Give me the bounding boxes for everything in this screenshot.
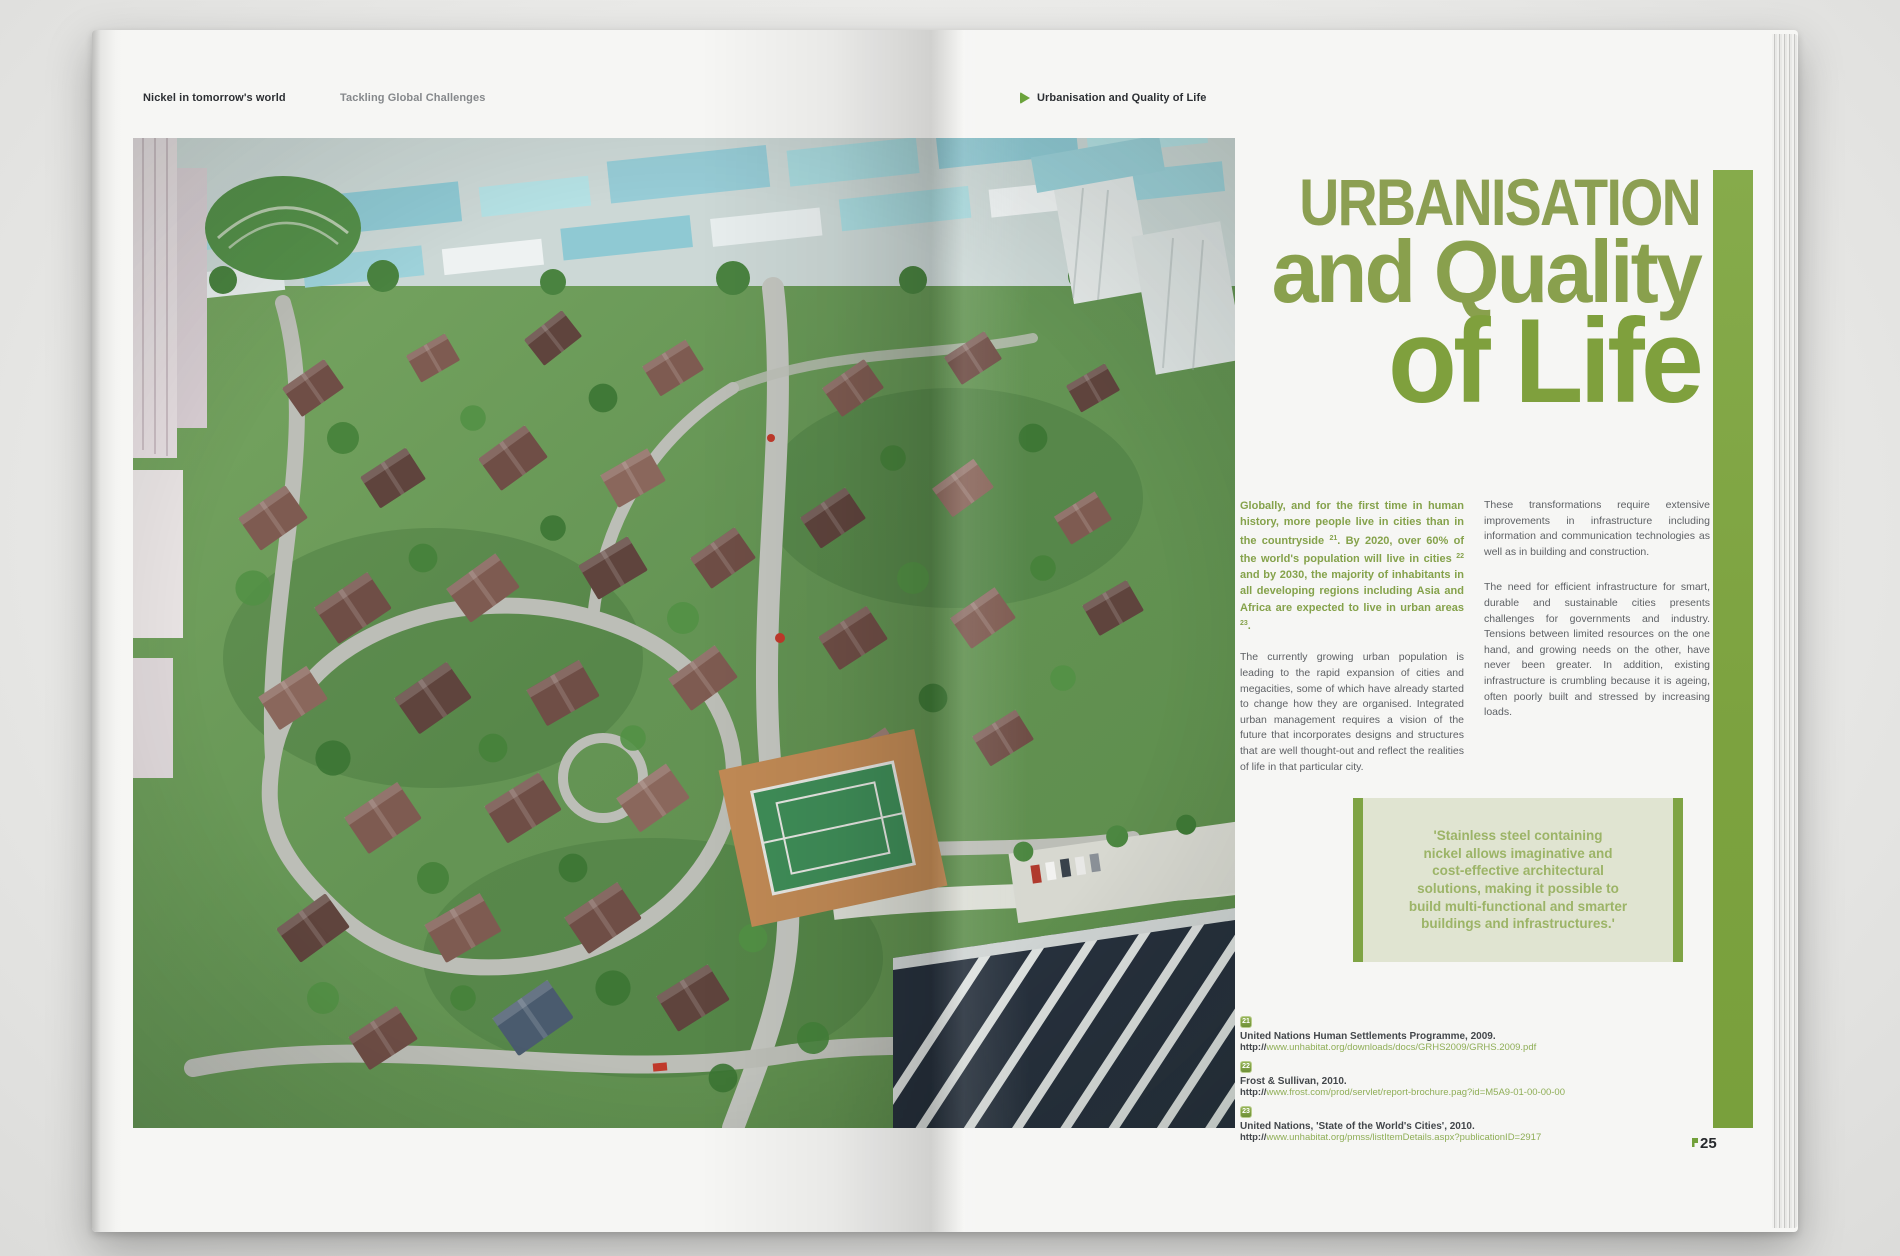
footnote-list bbox=[1240, 1016, 1670, 1151]
chapter-title bbox=[1080, 165, 1700, 428]
page-number bbox=[1692, 1136, 1717, 1151]
header-section: Tackling Global Challenges bbox=[340, 92, 486, 104]
body-paragraph-1: The currently growing urban population is leading to the rapid expansion of cities and megacities, some of which have already started to change how they are organised. Integrated urban management requires a vision of the future that incorporates designs and structures that are well thought-out and reflect the realities of life in that particular city. bbox=[1240, 651, 1464, 773]
footnote-23 bbox=[1240, 1106, 1670, 1143]
text-column-1 bbox=[1240, 498, 1464, 795]
footnote-ref-21: 21 bbox=[1329, 534, 1338, 542]
accent-bar bbox=[1713, 170, 1753, 1128]
footnote-source: United Nations, 'State of the World's Cities', 2010. bbox=[1240, 1121, 1475, 1132]
footnote-source: Frost & Sullivan, 2010. bbox=[1240, 1076, 1347, 1087]
page-left-edge bbox=[92, 30, 122, 1232]
chapter-title-line3: of Life bbox=[1387, 294, 1700, 428]
pull-quote-box bbox=[1353, 798, 1683, 962]
footnote-url: http://www.unhabitat.org/pmss/listItemDetails.aspx?publicationID=2917 bbox=[1240, 1132, 1542, 1143]
magazine-spread bbox=[92, 30, 1798, 1232]
section-arrow-icon bbox=[1020, 92, 1030, 104]
text-column-2 bbox=[1484, 498, 1710, 741]
footnote-21 bbox=[1240, 1016, 1670, 1053]
page-marker-icon bbox=[1692, 1138, 1698, 1147]
footnote-url: http://www.unhabitat.org/downloads/docs/GRHS2009/GRHS.2009.pdf bbox=[1240, 1042, 1537, 1053]
intro-paragraph: Globally, and for the first time in human history, more people live in cities than in the countryside $^{21}$. By 2020, over 60% of the world's population will live in cities $^{22}$ and by 2030, the majority of inhabitants in all developing regions including Asia and Africa are expected to live in urban areas $^{23}$. bbox=[1240, 500, 1465, 633]
page-stack-edge bbox=[1772, 34, 1798, 1228]
footnote-ref-22: 22 bbox=[1456, 552, 1464, 560]
aerial-photo-graphic bbox=[133, 138, 1235, 1128]
page-number-value: 25 bbox=[1700, 1135, 1717, 1152]
body-paragraph-2: These transformations require extensive improvements in infrastructure including information and communication technologies as well as in building and construction. bbox=[1484, 499, 1710, 558]
body-paragraph-3: The need for efficient infrastructure for smart, durable and sustainable cities presents challenges for governments and industry. Tensions between limited resources on the one hand, and growing needs on the other, have never been greater. In addition, existing infrastructure is crumbling because it is ageing, often poorly built and stressed by increasing loads. bbox=[1484, 581, 1710, 719]
footnote-badge: 23 bbox=[1240, 1106, 1252, 1118]
pull-quote-text: 'Stainless steel containing nickel allows imaginative and cost-effective architectural solutions, making it possible to build multi-functional and smarter buildings and infrastructures.' bbox=[1408, 828, 1628, 932]
footnote-ref-23: 23 bbox=[1240, 620, 1248, 628]
footnote-badge: 22 bbox=[1240, 1061, 1252, 1073]
chapter-title-line1: URBANISATION bbox=[1299, 165, 1700, 239]
chapter-title-line2: and Quality bbox=[1271, 222, 1700, 321]
footnote-badge: 21 bbox=[1240, 1016, 1252, 1028]
aerial-neighborhood-photo bbox=[133, 138, 1235, 1128]
header-chapter bbox=[1020, 92, 1206, 104]
header-chapter-label: Urbanisation and Quality of Life bbox=[1037, 92, 1207, 104]
footnote-url: http://www.frost.com/prod/servlet/report-brochure.pag?id=M5A9-01-00-00-00 bbox=[1240, 1087, 1565, 1098]
header-brand: Nickel in tomorrow's world bbox=[143, 92, 286, 104]
footnote-22 bbox=[1240, 1061, 1670, 1098]
footnote-source: United Nations Human Settlements Programme, 2009. bbox=[1240, 1031, 1496, 1042]
